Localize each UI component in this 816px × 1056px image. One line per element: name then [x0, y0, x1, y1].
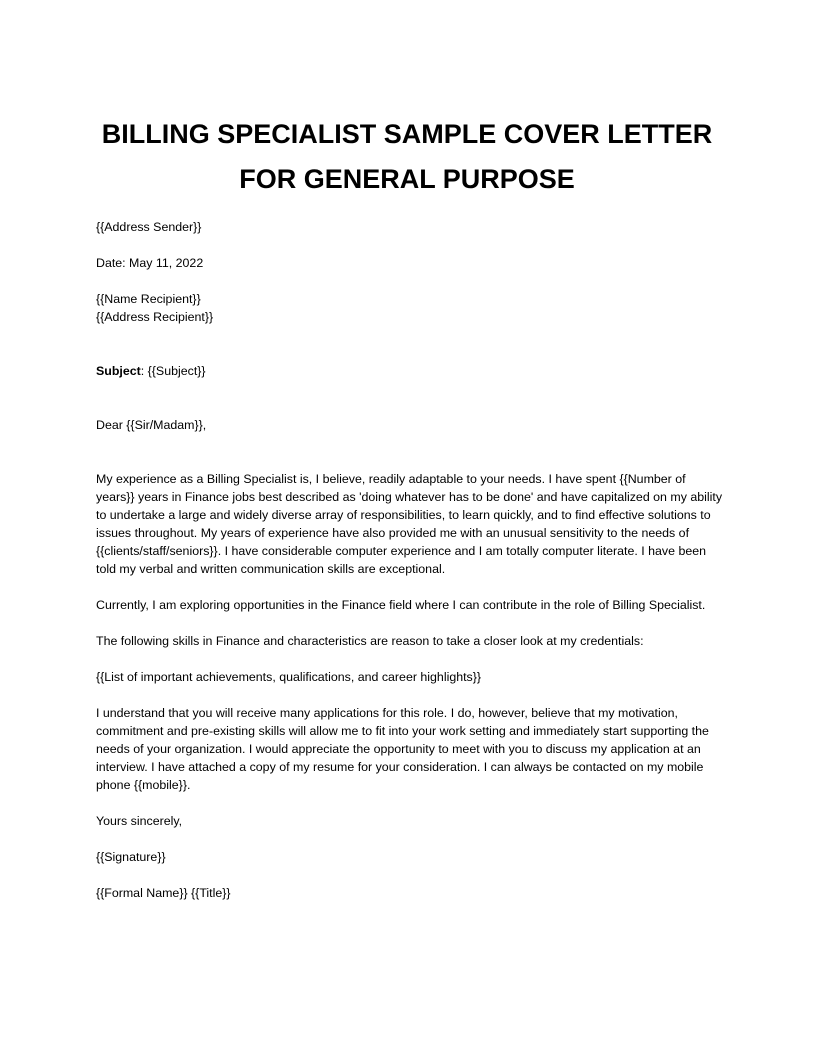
title-line-2: FOR GENERAL PURPOSE	[239, 164, 575, 194]
subject-value: : {{Subject}}	[140, 364, 206, 378]
subject-label: Subject	[96, 364, 141, 378]
letter-body	[96, 218, 726, 902]
address-sender: {{Address Sender}}	[96, 220, 202, 234]
salutation: Dear {{Sir/Madam}},	[96, 418, 207, 432]
subject-line	[96, 362, 726, 380]
paragraph-experience: My experience as a Billing Specialist is, I believe, readily adaptable to your needs. I have spent {{Number of years}} years in Finance jobs best described as 'doing whatever has to be done' and have capitalized on my ability to undertake a large and widely diverse array of responsibilities, to learn quickly, and to find effective solutions to issues throughout. My years of experience have also provided me with an unusual sensitivity to the needs of {{clients/staff/seniors}}. I have considerable computer experience and I am totally computer literate. I have been told my verbal and written communication skills are exceptional.	[96, 472, 723, 576]
document-title	[72, 112, 742, 202]
letter-date: Date: May 11, 2022	[96, 256, 204, 270]
paragraph-skills-intro: The following skills in Finance and characteristics are reason to take a closer look at my credentials:	[96, 634, 644, 648]
document-page	[96, 112, 726, 902]
paragraph-achievements: {{List of important achievements, qualifications, and career highlights}}	[96, 670, 482, 684]
signature: {{Signature}}	[96, 850, 166, 864]
closing: Yours sincerely,	[96, 814, 183, 828]
paragraph-closing-argument: I understand that you will receive many applications for this role. I do, however, believe that my motivation, commitment and pre-existing skills will allow me to fit into your work setting and immediately start supporting the needs of your organization. I would appreciate the opportunity to meet with you to discuss my application at an interview. I have attached a copy of my resume for your consideration. I can always be contacted on my mobile phone {{mobile}}.	[96, 706, 709, 792]
formal-name: {{Formal Name}} {{Title}}	[96, 886, 231, 900]
paragraph-opportunities: Currently, I am exploring opportunities in the Finance field where I can contribute in the role of Billing Specialist.	[96, 598, 706, 612]
address-recipient: {{Address Recipient}}	[96, 310, 214, 324]
title-line-1: BILLING SPECIALIST SAMPLE COVER LETTER	[101, 119, 713, 149]
name-recipient: {{Name Recipient}}	[96, 292, 201, 306]
